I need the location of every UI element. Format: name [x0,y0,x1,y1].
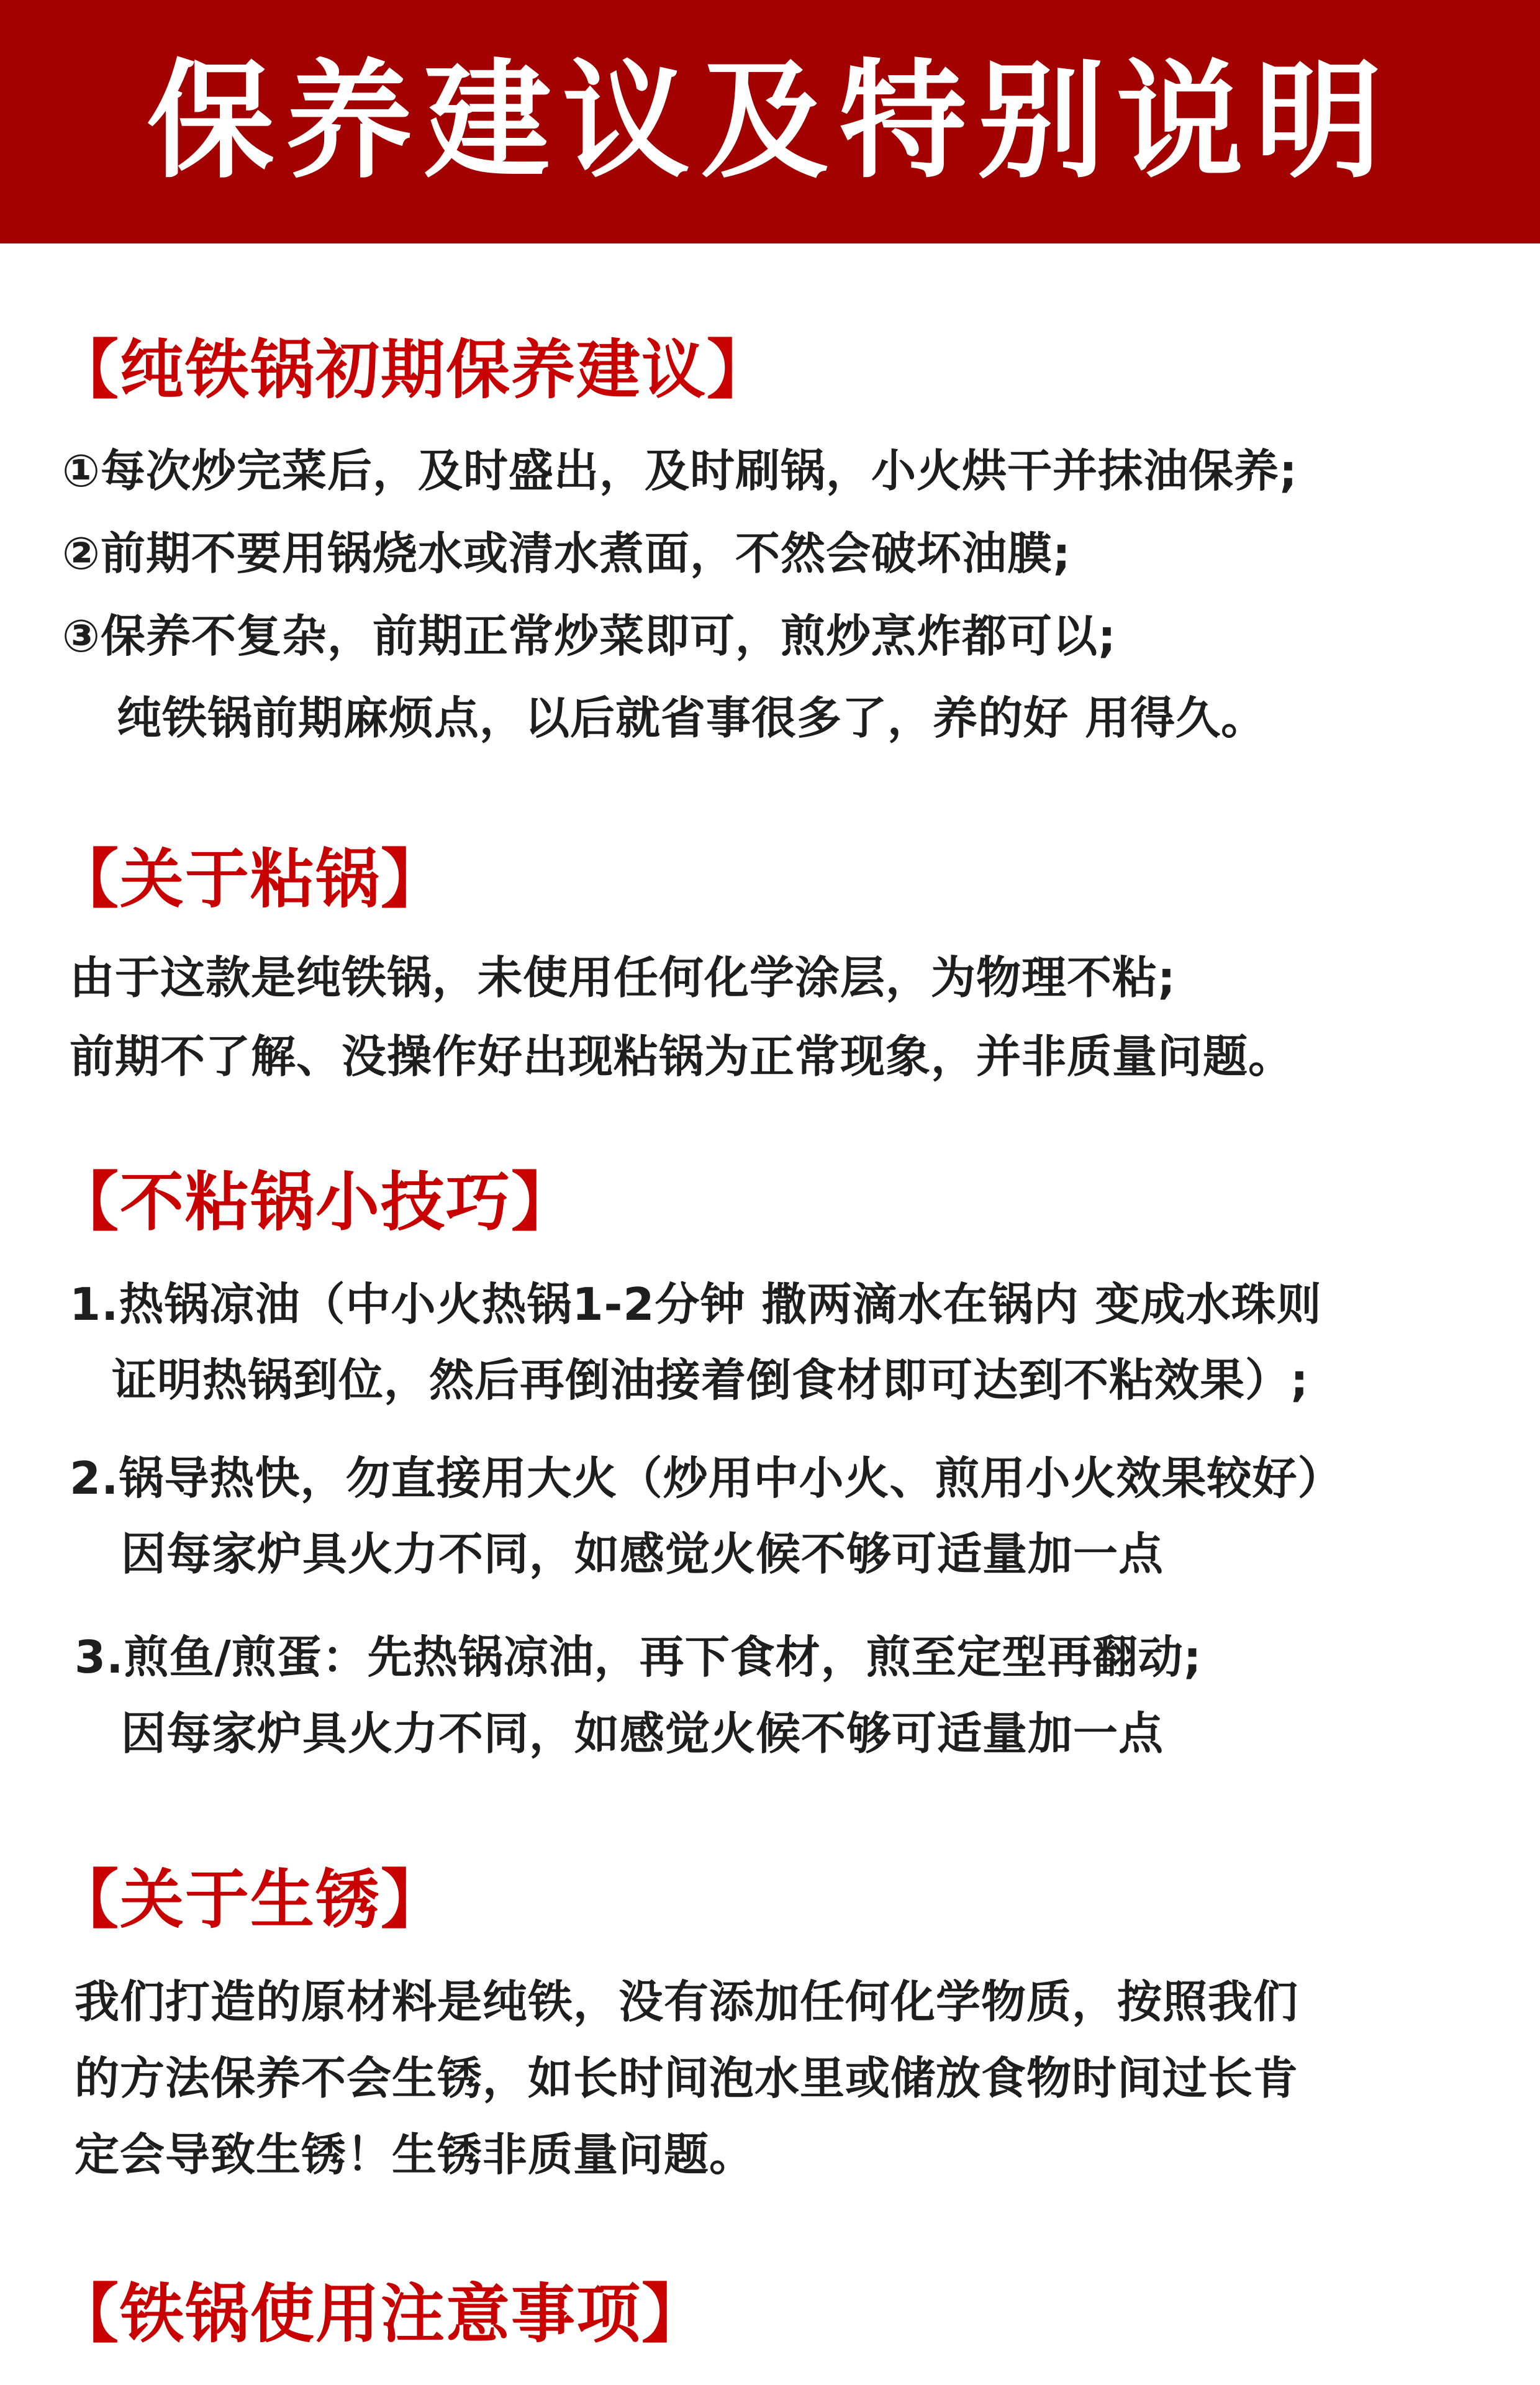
nonstick-tip-2: 2.锅导热快，勿直接用大火（炒用中小火、煎用小火效果较好） [70,1452,1343,1504]
rust-text-line-2: 的方法保养不会生锈，如长时间泡水里或储放食物时间过长肯 [75,2052,1299,2104]
section-heading-initial-care: 【纯铁锅初期保养建议】 [55,333,772,407]
nonstick-tip-3-continued: 因每家炉具火力不同，如感觉火候不够可适量加一点 [121,1707,1164,1760]
section-heading-rust: 【关于生锈】 [55,1863,446,1937]
care-tip-3: ③保养不复杂，前期正常炒菜即可，煎炒烹炸都可以; [62,610,1116,662]
page-title: 保养建议及特别说明 [147,47,1393,196]
sticking-text-line-1: 由于这款是纯铁锅，未使用任何化学涂层，为物理不粘; [70,952,1176,1004]
nonstick-tip-1-continued: 证明热锅到位，然后再倒油接着倒食材即可达到不粘效果）; [112,1354,1309,1406]
header-banner [0,0,1540,243]
rust-text-line-1: 我们打造的原材料是纯铁，没有添加任何化学物质，按照我们 [75,1976,1299,2028]
care-tip-1: ①每次炒完菜后，及时盛出，及时刷锅，小火烘干并抹油保养; [62,445,1298,497]
care-tip-3-continued: 纯铁锅前期麻烦点，以后就省事很多了，养的好 用得久。 [117,692,1267,744]
section-heading-nonstick-tips: 【不粘锅小技巧】 [55,1165,576,1240]
rust-text-line-3: 定会导致生锈！生锈非质量问题。 [75,2128,755,2181]
section-heading-sticking: 【关于粘锅】 [55,842,446,917]
nonstick-tip-3: 3.煎鱼/煎蛋：先热锅凉油，再下食材，煎至定型再翻动; [75,1631,1202,1683]
section-heading-usage-notes: 【铁锅使用注意事项】 [55,2277,707,2351]
nonstick-tip-2-continued: 因每家炉具火力不同，如感觉火候不够可适量加一点 [121,1528,1164,1580]
sticking-text-line-2: 前期不了解、没操作好出现粘锅为正常现象，并非质量问题。 [70,1030,1294,1083]
care-tip-2: ②前期不要用锅烧水或清水煮面，不然会破坏油膜; [62,527,1071,579]
nonstick-tip-1: 1.热锅凉油（中小火热锅1-2分钟 撒两滴水在锅内 变成水珠则 [70,1278,1322,1330]
